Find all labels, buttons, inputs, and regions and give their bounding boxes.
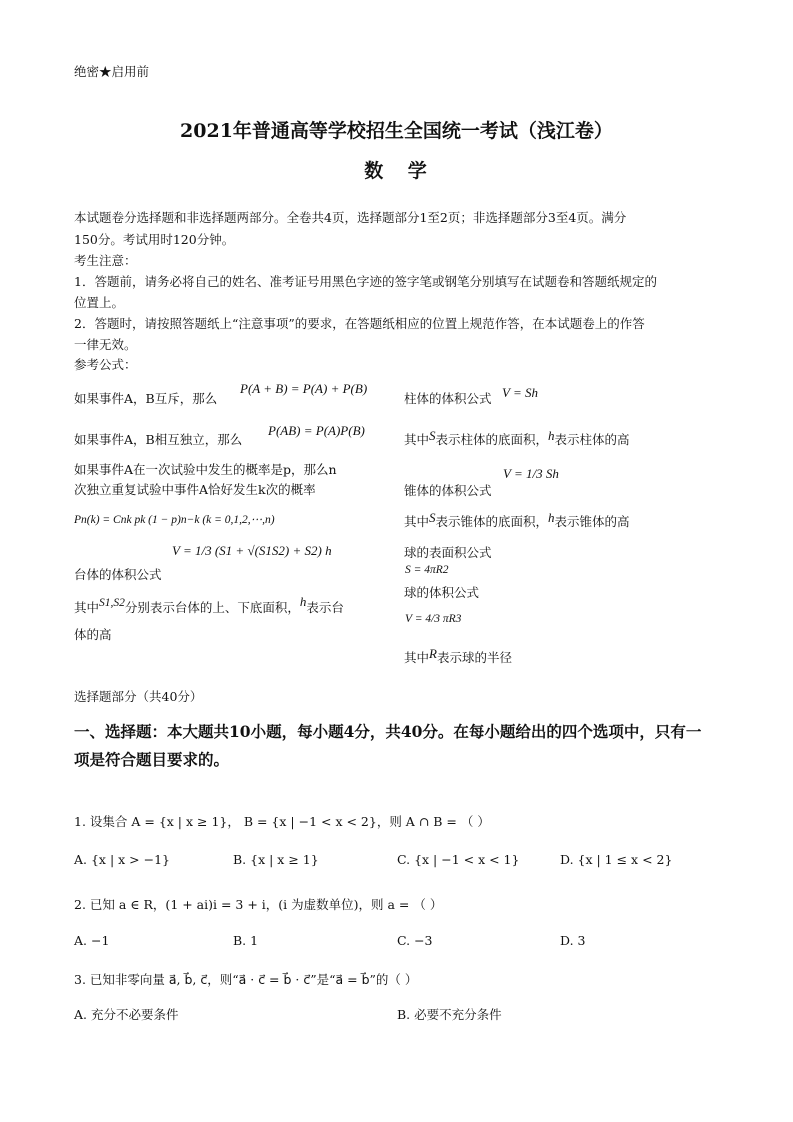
formula-prism: V = Sh	[502, 385, 538, 400]
q1-stem: 1. 设集合 A = {x | x ≥ 1}， B = {x | −1 < x < 2}，则 A ∩ B = （ ）	[74, 814, 490, 829]
formula-binomial-text-b: 次独立重复试验中事件A恰好发生k次的概率	[74, 482, 316, 497]
formula-prism-text: 柱体的体积公式	[404, 391, 492, 406]
frustum-explain-b: 体的高	[74, 627, 112, 642]
notes-heading: 考生注意：	[74, 253, 137, 268]
formula-sphere-area: S = 4πR2	[405, 564, 449, 576]
q2-option-b: B. 1	[233, 933, 259, 948]
formula-binomial: Pn(k) = Cnk pk (1 − p)n−k (k = 0,1,2,⋯,n)	[74, 514, 275, 526]
formula-binomial-text-a: 如果事件A在一次试验中发生的概率是p，那么n	[74, 462, 337, 477]
page-title: 2021年普通高等学校招生全国统一考试（浅江卷）	[180, 120, 613, 142]
formula-frustum-text: 台体的体积公式	[74, 567, 162, 582]
q1-option-d: D. {x | 1 ≤ x < 2}	[560, 852, 673, 867]
note-2b: 一律无效。	[74, 337, 137, 352]
intro-line-1: 本试题卷分选择题和非选择题两部分。全卷共4页，选择题部分1至2页；非选择题部分3至4页。满分	[74, 210, 627, 225]
section-label: 选择题部分（共40分）	[74, 689, 203, 704]
q1-option-c: C. {x | −1 < x < 1}	[397, 852, 520, 867]
formula-exclusive-text: 如果事件A，B互斥，那么	[74, 391, 218, 406]
q3-option-a: A. 充分不必要条件	[74, 1007, 179, 1022]
pyramid-explain: 其中S表示锥体的底面积，h表示锥体的高	[404, 510, 630, 529]
formula-sphere-volume: V = 4/3 πR3	[405, 613, 462, 625]
q2-option-c: C. −3	[397, 933, 433, 948]
formula-exclusive: P(A + B) = P(A) + P(B)	[240, 381, 368, 396]
q3-option-b: B. 必要不充分条件	[397, 1007, 502, 1022]
q2-option-a: A. −1	[74, 933, 110, 948]
note-1b: 位置上。	[74, 295, 125, 310]
formula-independent-text: 如果事件A，B相互独立，那么	[74, 432, 243, 447]
section-heading-2: 项是符合题目要求的。	[74, 750, 230, 769]
section-heading-1: 一、选择题：本大题共10小题，每小题4分，共40分。在每小题给出的四个选项中，只有一	[74, 722, 702, 741]
formula-heading: 参考公式：	[74, 357, 137, 372]
formula-pyramid-text: 锥体的体积公式	[404, 483, 492, 498]
note-1a: 1．答题前，请务必将自己的姓名、准考证号用黑色字迹的签字笔或钢笔分别填写在试题卷和答题纸规定的	[74, 274, 657, 289]
prism-explain: 其中S表示柱体的底面积，h表示柱体的高	[404, 428, 630, 447]
q1-option-a: A. {x | x > −1}	[74, 852, 170, 867]
formula-sphere-volume-text: 球的体积公式	[404, 585, 480, 600]
note-2a: 2．答题时，请按照答题纸上“注意事项”的要求，在答题纸相应的位置上规范作答，在本试题卷上的作答	[74, 316, 645, 331]
q3-stem: 3. 已知非零向量 a⃗, b⃗, c⃗，则“a⃗ · c⃗ = b⃗ · c⃗”是“a⃗ = b⃗”的（ ）	[74, 972, 418, 987]
frustum-explain-a: 其中S1,S2分别表示台体的上、下底面积，h表示台	[74, 594, 344, 615]
formula-pyramid: V = 1/3 Sh	[503, 466, 559, 481]
secret-label: 绝密★启用前	[74, 64, 150, 79]
q2-option-d: D. 3	[560, 933, 586, 948]
q2-stem: 2. 已知 a ∈ R，(1 + ai)i = 3 + i，(i 为虚数单位)，则 a = （ ）	[74, 897, 443, 912]
formula-frustum: V = 1/3 (S1 + √(S1S2) + S2) h	[172, 543, 332, 558]
intro-line-2: 150分。考试用时120分钟。	[74, 232, 235, 247]
q1-option-b: B. {x | x ≥ 1}	[233, 852, 319, 867]
subject-title: 数 学	[364, 160, 429, 182]
formula-sphere-area-text: 球的表面积公式	[404, 545, 492, 560]
formula-independent: P(AB) = P(A)P(B)	[268, 423, 365, 438]
sphere-explain: 其中R表示球的半径	[404, 646, 512, 665]
